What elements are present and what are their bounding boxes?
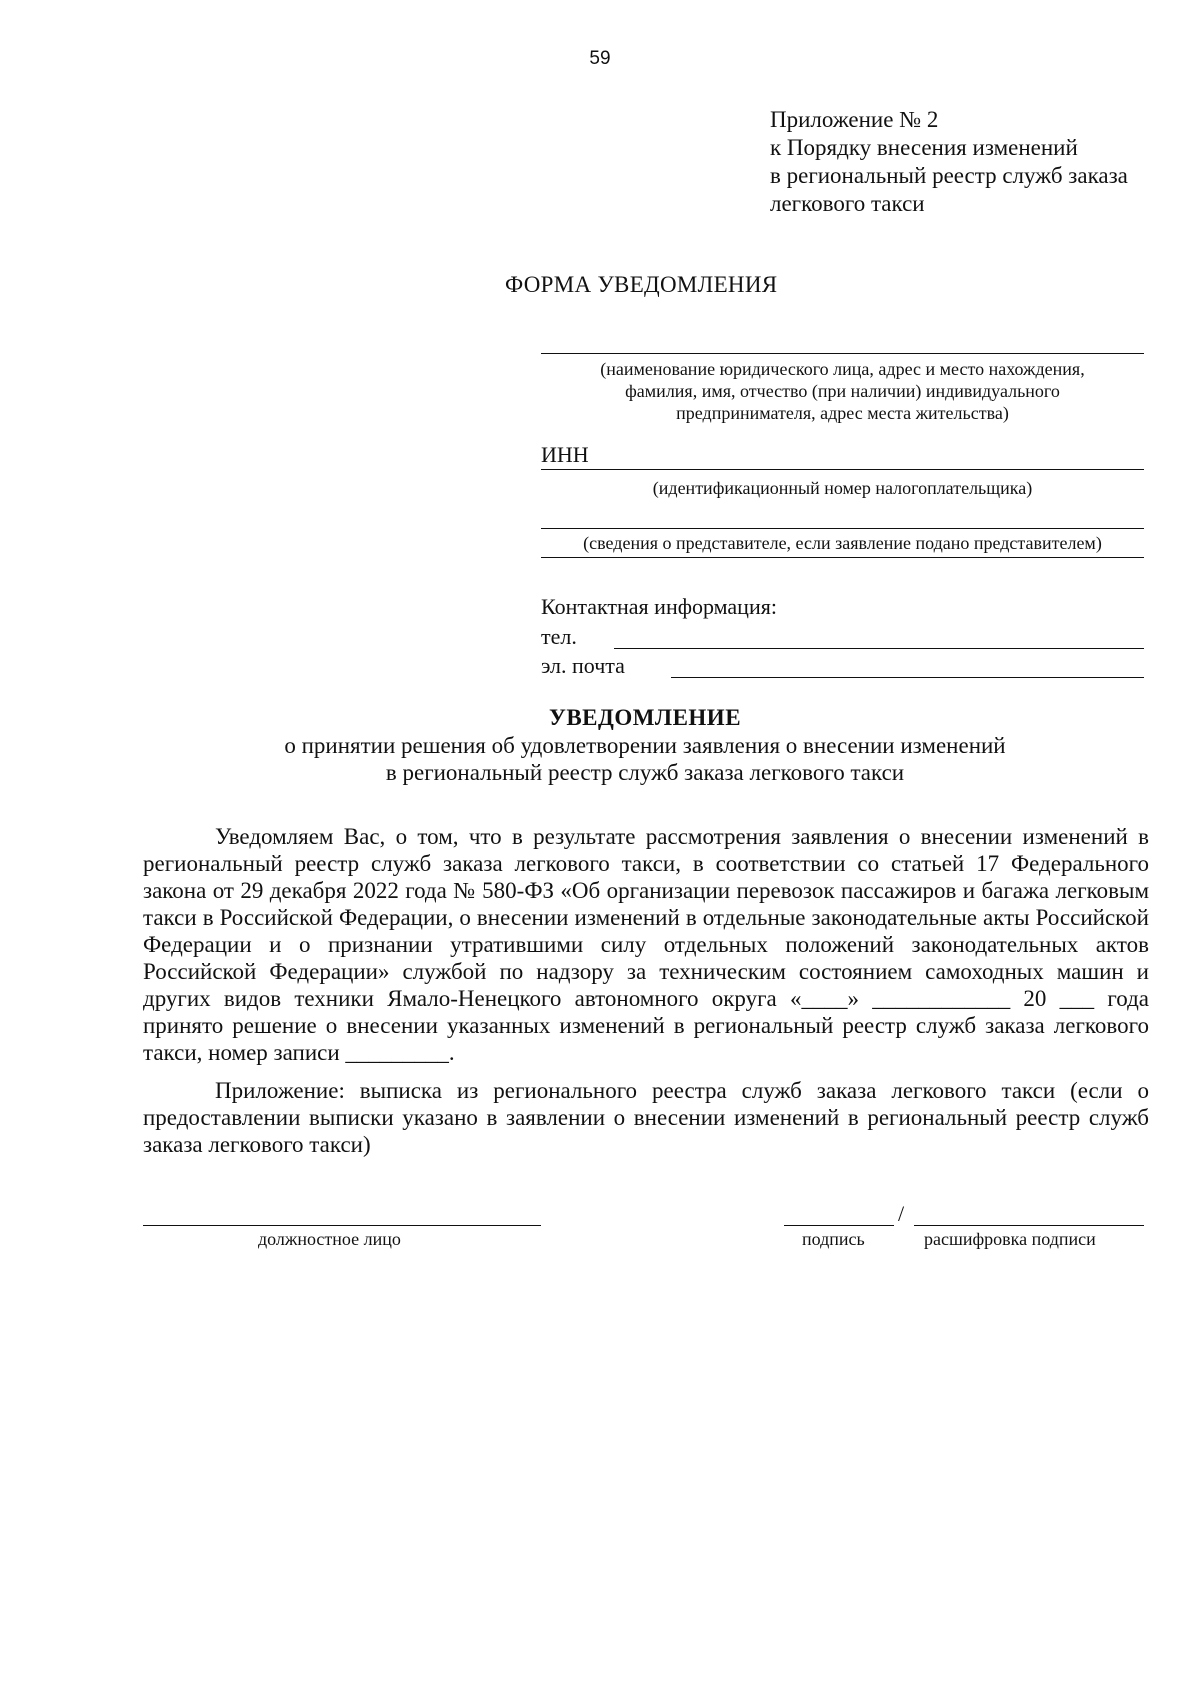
signature-decryption-field[interactable] [914,1225,1144,1226]
official-position-field[interactable] [143,1225,541,1226]
signature-separator: / [898,1201,905,1226]
notice-subtitle-line: в региональный реестр служб заказа легкового такси [385,760,905,785]
email-label: эл. почта [541,653,625,678]
notice-title: УВЕДОМЛЕНИЕ [548,705,742,730]
notice-subtitle-line: о принятии решения об удовлетворении заявления о внесении изменений [284,733,1006,758]
signature-field[interactable] [784,1225,894,1226]
appendix-line: в региональный реестр служб заказа [770,163,1128,188]
signature-label: подпись [802,1229,865,1249]
attachment-paragraph: Приложение: выписка из регионального реестра служб заказа легкового такси (если о предоставлении выписки указано в заявлении о внесении изменений в региональный реестр служб заказа легкового такси) [143,1078,1149,1157]
official-label: должностное лицо [258,1229,401,1249]
appendix-line: легкового такси [770,191,925,216]
phone-field[interactable] [614,648,1144,649]
caption-line: (наименование юридического лица, адрес и место нахождения, [600,359,1085,379]
representative-underline [541,557,1144,558]
inn-field[interactable] [541,469,1144,470]
signature-decryption-label: расшифровка подписи [924,1229,1096,1249]
email-field[interactable] [671,677,1144,678]
notice-subtitle [0,732,1200,786]
representative-field[interactable] [541,528,1144,529]
applicant-name-field[interactable] [541,353,1144,354]
notice-body-paragraph: Уведомляем Вас, о том, что в результате рассмотрения заявления о внесении изменений в региональный реестр служб заказа легкового такси, в соответствии со статьей 17 Федерального закона от 29 декабря 2022 года № 580-ФЗ «Об организации перевозок пассажиров и багажа легковым такси в Российской Федерации, о внесении изменений в отдельные законодательные акты Российской Федерации и о признании утратившими силу отдельных положений законодательных актов Российской Федерации» службой по надзору за техническим состоянием самоходных машин и других видов техники Ямало-Ненецкого автономного округа «____» ____________ 20 ___ года принято решение о внесении указанных изменений в региональный реестр служб заказа легкового такси, номер записи _________. [143,824,1149,1065]
caption-line: предпринимателя, адрес места жительства) [676,403,1009,423]
form-title: ФОРМА УВЕДОМЛЕНИЯ [505,272,778,297]
appendix-line: к Порядку внесения изменений [770,135,1078,160]
contact-heading: Контактная информация: [541,594,777,619]
caption-line: фамилия, имя, отчество (при наличии) индивидуального [625,381,1060,401]
appendix-line: Приложение № 2 [770,107,939,132]
representative-caption: (сведения о представителе, если заявление подано представителем) [583,533,1102,553]
inn-label: ИНН [541,442,589,467]
page-number: 59 [589,48,611,69]
applicant-name-caption [541,358,1144,424]
inn-caption: (идентификационный номер налогоплательщика) [652,478,1033,498]
appendix-header [770,106,1128,218]
phone-label: тел. [541,624,577,649]
